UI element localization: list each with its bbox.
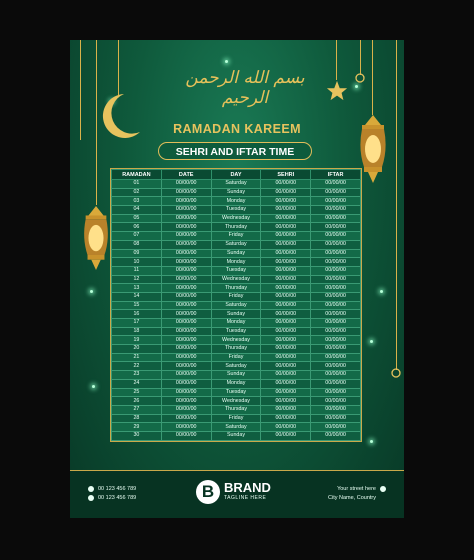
table-cell: 00/00/00 — [311, 431, 361, 440]
table-cell: 00/00/00 — [261, 423, 311, 432]
table-cell: Wednesday — [211, 397, 261, 406]
table-row — [112, 197, 361, 206]
table-cell: 00/00/00 — [161, 336, 211, 345]
table-cell: Sunday — [211, 188, 261, 197]
table-row — [112, 353, 361, 362]
table-cell: 00/00/00 — [261, 414, 311, 423]
table-cell: 26 — [112, 397, 162, 406]
table-cell: 00/00/00 — [261, 336, 311, 345]
table-cell: Tuesday — [211, 206, 261, 215]
table-cell: Sunday — [211, 431, 261, 440]
table-cell: 00/00/00 — [261, 319, 311, 328]
table-cell: 00/00/00 — [161, 388, 211, 397]
table-row — [112, 206, 361, 215]
table-cell: 00/00/00 — [261, 206, 311, 215]
brand-name: BRAND — [224, 480, 271, 495]
table-row — [112, 371, 361, 380]
table-cell: 00/00/00 — [161, 310, 211, 319]
table-cell: 00/00/00 — [261, 266, 311, 275]
table-cell: 00/00/00 — [161, 423, 211, 432]
table-cell: 00/00/00 — [261, 353, 311, 362]
table-cell: 00/00/00 — [261, 223, 311, 232]
table-row — [112, 214, 361, 223]
table-row — [112, 310, 361, 319]
table-cell: Thursday — [211, 284, 261, 293]
table-cell: Saturday — [211, 240, 261, 249]
table-cell: 00/00/00 — [261, 188, 311, 197]
table-cell: Saturday — [211, 362, 261, 371]
table-cell: 00/00/00 — [261, 232, 311, 241]
table-row — [112, 405, 361, 414]
table-cell: 00/00/00 — [161, 353, 211, 362]
table-cell: 00/00/00 — [261, 240, 311, 249]
table-row — [112, 223, 361, 232]
table-cell: Monday — [211, 258, 261, 267]
table-cell: Saturday — [211, 180, 261, 189]
table-cell: 27 — [112, 405, 162, 414]
table-cell: Wednesday — [211, 275, 261, 284]
table-cell: 25 — [112, 388, 162, 397]
sparkle — [225, 60, 228, 63]
column-header: SEHRI — [261, 170, 311, 180]
table-cell: 00/00/00 — [311, 345, 361, 354]
phone-number: 00 123 456 789 — [98, 495, 137, 501]
table-cell: 00/00/00 — [261, 214, 311, 223]
table-cell: 29 — [112, 423, 162, 432]
table-cell: 00/00/00 — [261, 379, 311, 388]
table-cell: 00/00/00 — [161, 180, 211, 189]
table-cell: 00/00/00 — [311, 423, 361, 432]
table-cell: 17 — [112, 319, 162, 328]
table-cell: 00/00/00 — [261, 284, 311, 293]
sparkle — [90, 290, 93, 293]
moon-string — [118, 40, 119, 95]
table-cell: 00/00/00 — [161, 214, 211, 223]
table-cell: Thursday — [211, 345, 261, 354]
table-cell: Monday — [211, 379, 261, 388]
table-cell: 20 — [112, 345, 162, 354]
table-cell: 00/00/00 — [161, 232, 211, 241]
table-cell: 00/00/00 — [311, 414, 361, 423]
table-cell: 09 — [112, 249, 162, 258]
table-cell: 22 — [112, 362, 162, 371]
table-cell: 00/00/00 — [311, 188, 361, 197]
table-cell: 03 — [112, 197, 162, 206]
table-cell: 00/00/00 — [261, 431, 311, 440]
table-cell: 00/00/00 — [161, 275, 211, 284]
table-cell: 10 — [112, 258, 162, 267]
table-cell: 00/00/00 — [261, 292, 311, 301]
table-cell: Wednesday — [211, 336, 261, 345]
table-row — [112, 258, 361, 267]
table-cell: 00/00/00 — [311, 223, 361, 232]
phone-icon — [88, 486, 94, 492]
timetable-grid — [111, 169, 361, 441]
table-row — [112, 431, 361, 440]
table-row — [112, 232, 361, 241]
phone-icon — [88, 495, 94, 501]
table-cell: 00/00/00 — [261, 310, 311, 319]
table-cell: 00/00/00 — [261, 388, 311, 397]
table-cell: 00/00/00 — [161, 319, 211, 328]
table-cell: 14 — [112, 292, 162, 301]
table-row — [112, 284, 361, 293]
table-cell: 02 — [112, 188, 162, 197]
page-title: RAMADAN KAREEM — [173, 122, 301, 136]
table-cell: Friday — [211, 292, 261, 301]
table-cell: 00/00/00 — [161, 371, 211, 380]
table-cell: 18 — [112, 327, 162, 336]
ring-ornament-icon — [391, 368, 401, 378]
table-cell: 24 — [112, 379, 162, 388]
table-cell: 00/00/00 — [311, 353, 361, 362]
table-cell: 00/00/00 — [161, 197, 211, 206]
table-cell: 16 — [112, 310, 162, 319]
table-cell: 21 — [112, 353, 162, 362]
table-cell: 00/00/00 — [261, 371, 311, 380]
table-header-row — [112, 170, 361, 180]
table-cell: 00/00/00 — [161, 188, 211, 197]
table-cell: 00/00/00 — [261, 258, 311, 267]
table-cell: 00/00/00 — [161, 266, 211, 275]
table-cell: 00/00/00 — [311, 232, 361, 241]
table-cell: Saturday — [211, 301, 261, 310]
table-cell: 00/00/00 — [161, 240, 211, 249]
sparkle — [370, 440, 373, 443]
ring-ornament-icon — [355, 73, 365, 83]
timetable — [110, 168, 362, 442]
table-cell: 13 — [112, 284, 162, 293]
table-row — [112, 266, 361, 275]
table-cell: 05 — [112, 214, 162, 223]
table-cell: 00/00/00 — [261, 345, 311, 354]
table-cell: 00/00/00 — [161, 292, 211, 301]
phone-number: 00 123 456 789 — [98, 486, 137, 492]
address-city: City Name, Country — [328, 495, 376, 501]
subtitle-badge: SEHRI AND IFTAR TIME — [158, 142, 312, 160]
table-cell: 00/00/00 — [161, 414, 211, 423]
table-cell: Wednesday — [211, 214, 261, 223]
table-cell: 00/00/00 — [161, 327, 211, 336]
table-cell: 00/00/00 — [161, 301, 211, 310]
table-cell: 00/00/00 — [311, 266, 361, 275]
table-row — [112, 345, 361, 354]
sparkle — [355, 85, 358, 88]
table-cell: 00/00/00 — [161, 258, 211, 267]
lantern-icon — [80, 205, 112, 273]
location-pin-icon — [380, 486, 386, 492]
column-header: IFTAR — [311, 170, 361, 180]
table-cell: 00/00/00 — [161, 362, 211, 371]
table-cell: Monday — [211, 197, 261, 206]
table-cell: 12 — [112, 275, 162, 284]
sparkle — [370, 340, 373, 343]
table-cell: 30 — [112, 431, 162, 440]
table-cell: 00/00/00 — [311, 214, 361, 223]
lantern-string-right — [372, 40, 373, 115]
table-row — [112, 292, 361, 301]
table-cell: 00/00/00 — [261, 301, 311, 310]
table-cell: 00/00/00 — [261, 197, 311, 206]
table-cell: Tuesday — [211, 266, 261, 275]
table-cell: 00/00/00 — [311, 275, 361, 284]
table-cell: 00/00/00 — [161, 379, 211, 388]
table-cell: 00/00/00 — [311, 379, 361, 388]
table-cell: 00/00/00 — [311, 258, 361, 267]
table-cell: 00/00/00 — [311, 362, 361, 371]
table-cell: 00/00/00 — [311, 197, 361, 206]
table-cell: 00/00/00 — [311, 319, 361, 328]
brand-tagline: TAGLINE HERE — [224, 495, 267, 501]
table-cell: Thursday — [211, 405, 261, 414]
decor-string — [396, 40, 397, 370]
ramadan-poster — [70, 40, 404, 518]
table-cell: 06 — [112, 223, 162, 232]
footer — [70, 470, 404, 518]
table-cell: 23 — [112, 371, 162, 380]
table-row — [112, 397, 361, 406]
table-row — [112, 301, 361, 310]
table-cell: 00/00/00 — [161, 206, 211, 215]
table-cell: Friday — [211, 353, 261, 362]
table-row — [112, 336, 361, 345]
table-cell: 00/00/00 — [311, 388, 361, 397]
table-cell: 08 — [112, 240, 162, 249]
column-header: DAY — [211, 170, 261, 180]
table-cell: 00/00/00 — [161, 405, 211, 414]
decor-string — [360, 40, 361, 75]
table-cell: 00/00/00 — [261, 180, 311, 189]
table-cell: 00/00/00 — [161, 284, 211, 293]
table-cell: Tuesday — [211, 327, 261, 336]
table-cell: Saturday — [211, 423, 261, 432]
table-cell: 00/00/00 — [161, 431, 211, 440]
table-cell: 00/00/00 — [311, 327, 361, 336]
table-row — [112, 327, 361, 336]
table-row — [112, 275, 361, 284]
table-row — [112, 240, 361, 249]
table-cell: Friday — [211, 414, 261, 423]
sparkle — [380, 290, 383, 293]
table-cell: 00/00/00 — [261, 327, 311, 336]
table-cell: 00/00/00 — [311, 301, 361, 310]
table-row — [112, 379, 361, 388]
table-row — [112, 319, 361, 328]
column-header: RAMADAN — [112, 170, 162, 180]
table-cell: Tuesday — [211, 388, 261, 397]
table-row — [112, 362, 361, 371]
table-cell: 00/00/00 — [261, 397, 311, 406]
sparkle — [92, 385, 95, 388]
table-cell: 01 — [112, 180, 162, 189]
table-cell: Friday — [211, 232, 261, 241]
column-header: DATE — [161, 170, 211, 180]
table-cell: 00/00/00 — [311, 206, 361, 215]
table-cell: Thursday — [211, 223, 261, 232]
table-cell: Sunday — [211, 371, 261, 380]
brand-logo: B — [196, 480, 220, 504]
star-icon — [326, 80, 348, 102]
table-cell: Sunday — [211, 249, 261, 258]
table-cell: 15 — [112, 301, 162, 310]
table-row — [112, 180, 361, 189]
table-cell: 00/00/00 — [161, 345, 211, 354]
table-cell: 00/00/00 — [261, 362, 311, 371]
table-row — [112, 388, 361, 397]
table-cell: 00/00/00 — [261, 405, 311, 414]
bismillah-calligraphy: بسم الله الرحمن الرحيم — [185, 68, 305, 108]
table-cell: 00/00/00 — [311, 284, 361, 293]
table-cell: 00/00/00 — [161, 223, 211, 232]
table-row — [112, 188, 361, 197]
table-cell: 00/00/00 — [261, 275, 311, 284]
star-string — [336, 40, 337, 80]
table-cell: 00/00/00 — [311, 249, 361, 258]
table-row — [112, 414, 361, 423]
table-row — [112, 249, 361, 258]
table-cell: 11 — [112, 266, 162, 275]
table-cell: 19 — [112, 336, 162, 345]
table-cell: 00/00/00 — [311, 310, 361, 319]
table-row — [112, 423, 361, 432]
table-body — [112, 180, 361, 441]
table-cell: Monday — [211, 319, 261, 328]
table-cell: 00/00/00 — [311, 397, 361, 406]
table-cell: 00/00/00 — [161, 249, 211, 258]
address-street: Your street here — [337, 486, 376, 492]
table-cell: Sunday — [211, 310, 261, 319]
table-cell: 00/00/00 — [161, 397, 211, 406]
table-cell: 00/00/00 — [311, 405, 361, 414]
table-cell: 00/00/00 — [311, 240, 361, 249]
table-cell: 00/00/00 — [311, 292, 361, 301]
table-cell: 00/00/00 — [261, 249, 311, 258]
table-cell: 00/00/00 — [311, 371, 361, 380]
table-cell: 28 — [112, 414, 162, 423]
table-cell: 00/00/00 — [311, 336, 361, 345]
table-cell: 04 — [112, 206, 162, 215]
table-cell: 07 — [112, 232, 162, 241]
table-cell: 00/00/00 — [311, 180, 361, 189]
